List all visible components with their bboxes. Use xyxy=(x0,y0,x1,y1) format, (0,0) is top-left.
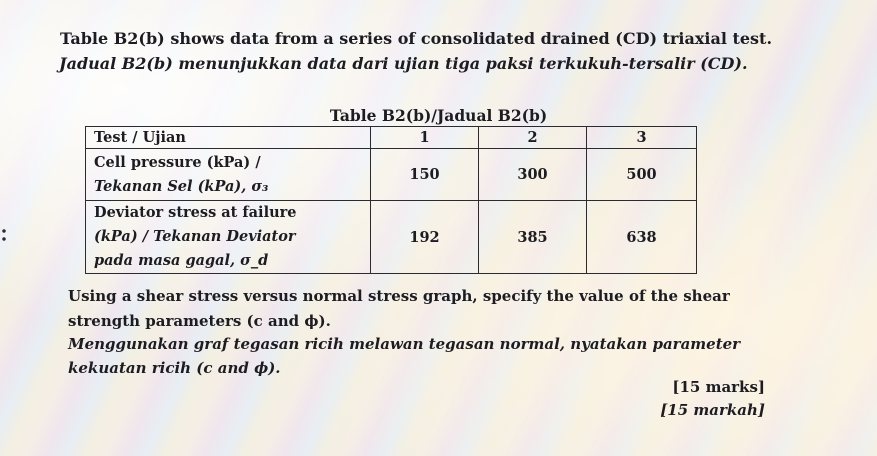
cell-pressure-value-2: 300 xyxy=(479,149,587,201)
deviator-stress-label-line1: Deviator stress at failure xyxy=(94,204,297,221)
cell-pressure-label-line2: Tekanan Sel (kPa), σ₃ xyxy=(94,177,269,195)
deviator-stress-value-3: 638 xyxy=(587,201,697,274)
cell-pressure-value-3: 500 xyxy=(587,149,697,201)
table-caption: Table B2(b)/Jadual B2(b) xyxy=(329,106,548,125)
deviator-stress-label xyxy=(86,201,371,274)
marks-english: [15 marks] xyxy=(672,378,765,396)
deviator-stress-label-line2: (kPa) / Tekanan Deviator xyxy=(94,228,296,245)
cell-pressure-label-line1: Cell pressure (kPa) / xyxy=(94,153,261,171)
triaxial-data-table xyxy=(85,126,697,274)
deviator-stress-value-2: 385 xyxy=(479,201,587,274)
cell-pressure-row xyxy=(86,149,697,201)
intro-malay: Jadual B2(b) menunjukkan data dari ujian tiga paksi terkukuh-tersalir (CD). xyxy=(59,54,748,73)
page-edge-dots xyxy=(0,227,8,243)
header-test-3: 3 xyxy=(587,127,697,149)
deviator-stress-value-1: 192 xyxy=(371,201,479,274)
deviator-stress-label-line3: pada masa gagal, σ_d xyxy=(94,252,269,269)
question-english-line1: Using a shear stress versus normal stress graph, specify the value of the shear xyxy=(68,287,730,305)
deviator-stress-row xyxy=(86,201,697,274)
intro-english: Table B2(b) shows data from a series of consolidated drained (CD) triaxial test. xyxy=(60,29,773,48)
question-malay-line1: Menggunakan graf tegasan ricih melawan tegasan normal, nyatakan parameter xyxy=(68,335,741,353)
marks-malay: [15 markah] xyxy=(660,401,765,419)
question-english-line2: strength parameters (c and ϕ). xyxy=(68,312,331,330)
question-malay-line2: kekuatan ricih (c and ϕ). xyxy=(68,359,281,377)
table-header-row xyxy=(86,127,697,149)
header-test-1: 1 xyxy=(371,127,479,149)
cell-pressure-label xyxy=(86,149,371,201)
header-test-2: 2 xyxy=(479,127,587,149)
header-test-label: Test / Ujian xyxy=(86,127,371,149)
cell-pressure-value-1: 150 xyxy=(371,149,479,201)
